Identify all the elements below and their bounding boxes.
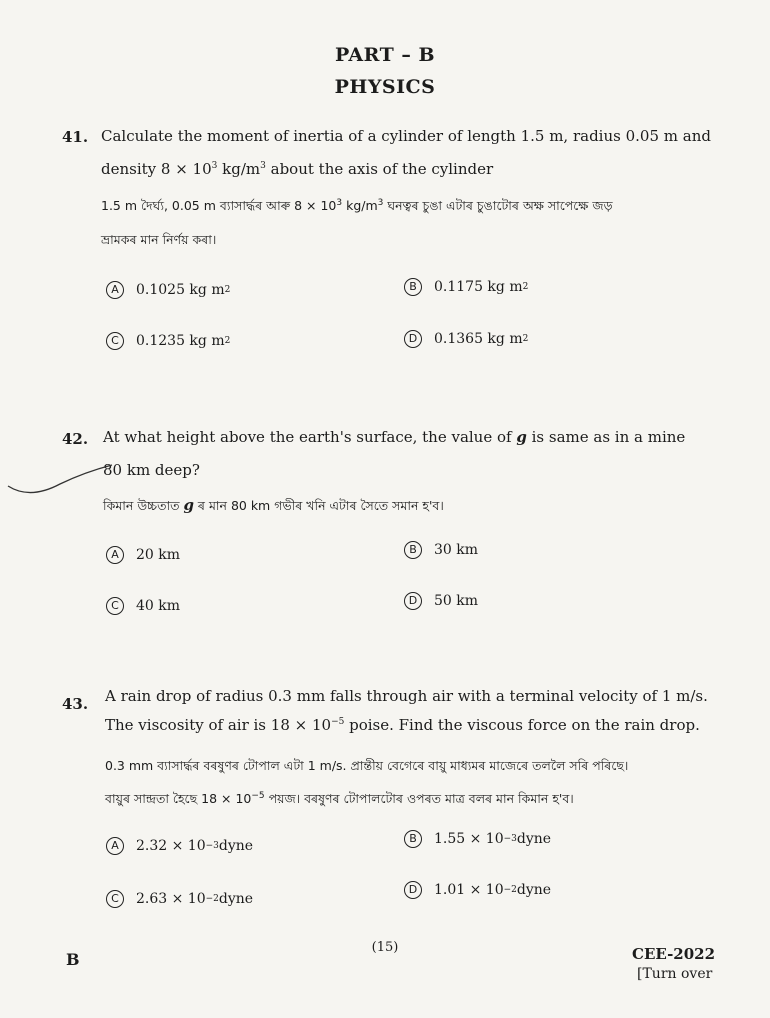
q42-option-c[interactable]: C 40 km: [106, 597, 180, 615]
question-42-text-line1: At what height above the earth's surface, the value of g is same as in a mine: [103, 428, 686, 446]
option-bubble-icon[interactable]: A: [106, 546, 124, 564]
part-heading: PART – B: [334, 44, 436, 66]
option-bubble-icon[interactable]: D: [404, 592, 422, 610]
question-number-41: 41.: [62, 128, 89, 146]
option-bubble-icon[interactable]: D: [404, 881, 422, 899]
question-number-43: 43.: [62, 695, 89, 713]
option-bubble-icon[interactable]: B: [404, 830, 422, 848]
question-41-bn-line1: 1.5 m দৈৰ্ঘ্য, 0.05 m ব্যাসাৰ্দ্ধৰ আৰু $8 \times 10^3$ $kg/m^3$ ঘনত্বৰ চুঙা এটাৰ চুঙাটোৰ অক্ষ সাপেক্ষে জড়: [101, 197, 613, 213]
q41-option-c[interactable]: C 0.1235 kg m 2: [106, 332, 230, 350]
q42-option-a[interactable]: A 20 km: [106, 546, 180, 564]
question-number-42: 42.: [62, 430, 89, 448]
question-41-text-line2: density $8 \times 10^3$ $kg/m^3$ about the axis of the cylinder: [101, 160, 494, 178]
option-bubble-icon[interactable]: C: [106, 890, 124, 908]
question-41-bn-line2: ভ্ৰামকৰ মান নিৰ্ণয় কৰা।: [101, 232, 217, 247]
question-43-bn-line1: 0.3 mm ব্যাসাৰ্দ্ধৰ বৰষুণৰ টোপাল এটা 1 m/s. প্ৰান্তীয় বেগেৰে বায়ু মাধ্যমৰ মাজেৰে তললৈ সৰি পৰিছে।: [105, 758, 629, 773]
question-43-text-line1: A rain drop of radius 0.3 mm falls through air with a terminal velocity of 1 m/s.: [105, 687, 708, 705]
q41-option-d[interactable]: D 0.1365 kg m 2: [404, 330, 528, 348]
subject-heading: PHYSICS: [334, 76, 436, 98]
q42-option-b[interactable]: B 30 km: [404, 541, 478, 559]
q41-option-b[interactable]: B 0.1175 kg m 2: [404, 278, 528, 296]
question-42-text-line2: 80 km deep?: [103, 461, 200, 479]
q43-option-b[interactable]: B 1.55 × 10 −3 dyne: [404, 830, 551, 848]
option-bubble-icon[interactable]: C: [106, 597, 124, 615]
turn-over-note: [Turn over: [637, 966, 713, 982]
q41-option-a[interactable]: A 0.1025 kg m 2: [106, 281, 230, 299]
question-43-text-line2: The viscosity of air is $18 \times 10^{-5}$ poise. Find the viscous force on the rain drop.: [105, 716, 700, 734]
option-bubble-icon[interactable]: A: [106, 281, 124, 299]
option-bubble-icon[interactable]: D: [404, 330, 422, 348]
question-41-text-line1: Calculate the moment of inertia of a cylinder of length 1.5 m, radius 0.05 m and: [101, 127, 711, 145]
checkmark-icon: [0, 440, 120, 510]
option-bubble-icon[interactable]: C: [106, 332, 124, 350]
option-bubble-icon[interactable]: B: [404, 278, 422, 296]
question-42-bn-line1: কিমান উচ্চতাত g ৰ মান 80 km গভীৰ খনি এটাৰ সৈতে সমান হ'ব।: [103, 496, 444, 514]
q43-option-d[interactable]: D 1.01 × 10 −2 dyne: [404, 881, 551, 899]
page-number: (15): [371, 940, 399, 955]
booklet-series: B: [66, 950, 80, 969]
q42-option-d[interactable]: D 50 km: [404, 592, 478, 610]
exam-code: CEE-2022: [632, 945, 716, 963]
option-bubble-icon[interactable]: B: [404, 541, 422, 559]
q43-option-a[interactable]: A 2.32 × 10 −3 dyne: [106, 837, 253, 855]
question-43-bn-line2: বায়ুৰ সান্দ্ৰতা হৈছে $18 \times 10^{-5}$ পয়জ। বৰষুণৰ টোপালটোৰ ওপৰত মাত্ৰ বলৰ মান কিমান হ'ব।: [105, 790, 574, 806]
option-bubble-icon[interactable]: A: [106, 837, 124, 855]
q43-option-c[interactable]: C 2.63 × 10 −2 dyne: [106, 890, 253, 908]
